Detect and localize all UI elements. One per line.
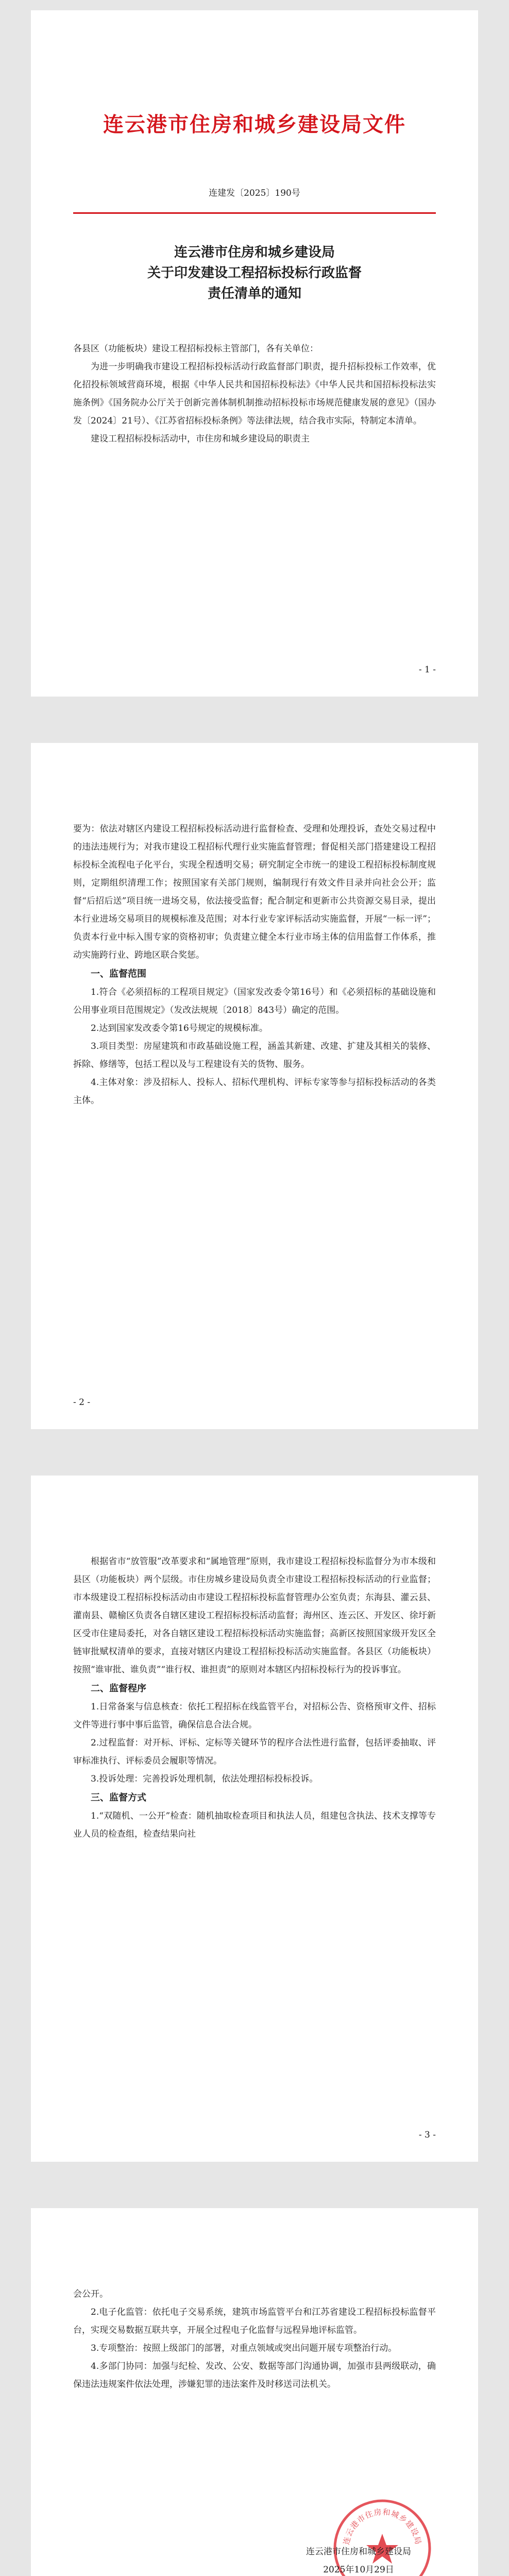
procedure-item-3: 3.投诉处理：完善投诉处理机制，依法处理招标投标投诉。 bbox=[91, 1774, 318, 1784]
page-number: - 3 - bbox=[418, 2130, 436, 2140]
section-heading-procedure: 二、监督程序 bbox=[91, 1683, 146, 1694]
svg-text:连云港市住房和城乡建设局: 连云港市住房和城乡建设局 bbox=[342, 2507, 423, 2546]
page-4 bbox=[31, 2208, 478, 2576]
page-2-content bbox=[73, 743, 436, 1429]
section-heading-method: 三、监督方式 bbox=[91, 1792, 146, 1803]
section-heading-scope: 一、监督范围 bbox=[91, 969, 146, 979]
page-4-content bbox=[73, 2208, 436, 2576]
title-line-2: 关于印发建设工程招标投标行政监督 bbox=[147, 265, 362, 281]
title-line-3: 责任清单的通知 bbox=[207, 286, 301, 301]
method-item-4: 4.多部门协同：加强与纪检、发改、公安、数据等部门沟通协调，加强市县两级联动，确保违法违规案件依法处理，涉嫌犯罪的违法案件及时移送司法机关。 bbox=[73, 2361, 436, 2389]
procedure-item-1: 1.日常备案与信息核查：依托工程招标在线监管平台，对招标公告、资格预审文件、招标文件等进行事中事后监管，确保信息合法合规。 bbox=[73, 1702, 436, 1730]
salutation: 各县区（功能板块）建设工程招标投标主管部门，各有关单位： bbox=[73, 344, 318, 354]
scope-item-4: 4.主体对象：涉及招标人、投标人、招标代理机构、评标专家等参与招标投标活动的各类主体。 bbox=[73, 1077, 436, 1106]
doc-banner: 连云港市住房和城乡建设局文件 bbox=[103, 112, 406, 137]
intro-paragraph: 为进一步明确我市建设工程招标投标活动行政监督部门职责，提升招标投标工作效率，优化招投标领域营商环境，根据《中华人民共和国招标投标法》《中华人民共和国招标投标法实施条例》《国务院办公厅关于创新完善体制机制推动招标投标市场规范健康发展的意见》（国办发〔2024〕21号）、《江苏省招标投标条例》等法律法规，结合我市实际，特制定本清单。 bbox=[73, 362, 436, 426]
duties-paragraph-start: 建设工程招标投标活动中，市住房和城乡建设局的职责主 bbox=[91, 434, 310, 444]
page-1 bbox=[31, 10, 478, 697]
scope-item-3: 3.项目类型：房屋建筑和市政基础设施工程，涵盖其新建、改建、扩建及其相关的装修、拆除、修缮等，包括工程以及与工程建设有关的货物、服务。 bbox=[73, 1041, 436, 1070]
page-number: - 2 - bbox=[73, 1397, 91, 1408]
method-item-1-end: 会公开。 bbox=[73, 2289, 108, 2299]
doc-title bbox=[73, 242, 436, 304]
page-1-content bbox=[73, 10, 436, 697]
duties-paragraph-cont: 要为：依法对辖区内建设工程招标投标活动进行监督检查、受理和处理投诉，查处交易过程中的违法违规行为；对我市建设工程招标代理行业实施监督管理；督促相关部门搭建建设工程招标投标全流程电子化平台，实现全程透明交易；研究制定全市统一的建设工程招标投标制度规则，定期组织清理工作；按照国家有关部门规则，编制现行有效文件目录并向社会公开；监督“后招后送”项目统一进场交易，依法接受监督；配合制定和更新市公共资源交易目录，提出本行业进场交易项目的规模标准及范围；对本行业专家评标活动实施监督，开展“一标一评”；负责本行业中标入围专家的资格初审；负责建立健全本行业市场主体的信用监督工作体系，推动实施跨行业、跨地区联合奖惩。 bbox=[73, 824, 436, 960]
page-4-body bbox=[73, 2285, 436, 2394]
page-3 bbox=[31, 1476, 478, 2162]
scope-item-2: 2.达到国家发改委令第16号规定的规模标准。 bbox=[91, 1023, 268, 1033]
issue-date: 2025年10月29日 bbox=[323, 2565, 394, 2575]
issuer-name: 连云港市住房和城乡建设局 bbox=[306, 2547, 411, 2557]
page-number: - 1 - bbox=[418, 665, 436, 675]
scope-item-1: 1.符合《必须招标的工程项目规定》（国家发改委令第16号）和《必须招标的基础设施和公用事业项目范围规定》（发改法规规〔2018〕843号）确定的范围。 bbox=[73, 987, 436, 1015]
page-2 bbox=[31, 743, 478, 1429]
issuer-block bbox=[306, 2543, 411, 2576]
method-item-3: 3.专项整治：按照上级部门的部署，对重点领域或突出问题开展专项整治行动。 bbox=[91, 2343, 397, 2353]
page-2-body bbox=[73, 820, 436, 1110]
method-item-2: 2.电子化监管：依托电子交易系统，建筑市场监管平台和江苏省建设工程招标投标监督平台，实现交易数据互联共享，开展全过程电子化监督与远程异地评标监管。 bbox=[73, 2307, 436, 2335]
title-line-1: 连云港市住房和城乡建设局 bbox=[174, 245, 335, 260]
red-rule bbox=[73, 212, 436, 214]
hierarchy-paragraph: 根据省市“放管服”改革要求和“属地管理”原则，我市建设工程招标投标监督分为市本级和县区（功能板块）两个层级。市住房城乡建设局负责全市建设工程招标投标活动的行业监督；市本级建设工程招标投标活动由市建设工程招标投标监督管理办公室负责；东海县、灌云县、灌南县、赣榆区负责各自辖区建设工程招标投标活动监督；海州区、连云区、开发区、徐圩新区受市住建局委托，对各自辖区建设工程招标投标活动实施监督；高新区按照国家级开发区全链审批赋权清单的要求，直接对辖区内建设工程招标投标活动实施监督。各县区（功能板块）按照“谁审批、谁负责”“谁行权、谁担责”的原则对本辖区内招标投标行为的投诉事宜。 bbox=[73, 1556, 436, 1675]
procedure-item-2: 2.过程监督：对开标、评标、定标等关键环节的程序合法性进行监督，包括评委抽取、评审标准执行、评标委员会履职等情况。 bbox=[73, 1738, 436, 1766]
page-1-body bbox=[73, 340, 436, 448]
doc-number: 连建发〔2025〕190号 bbox=[209, 188, 300, 198]
page-3-body bbox=[73, 1553, 436, 1843]
method-item-1-start: 1.“双随机、一公开”检查：随机抽取检查项目和执法人员，组建包含执法、技术支撑等专业人员的检查组，检查结果向社 bbox=[73, 1811, 436, 1839]
page-3-content bbox=[73, 1476, 436, 2162]
